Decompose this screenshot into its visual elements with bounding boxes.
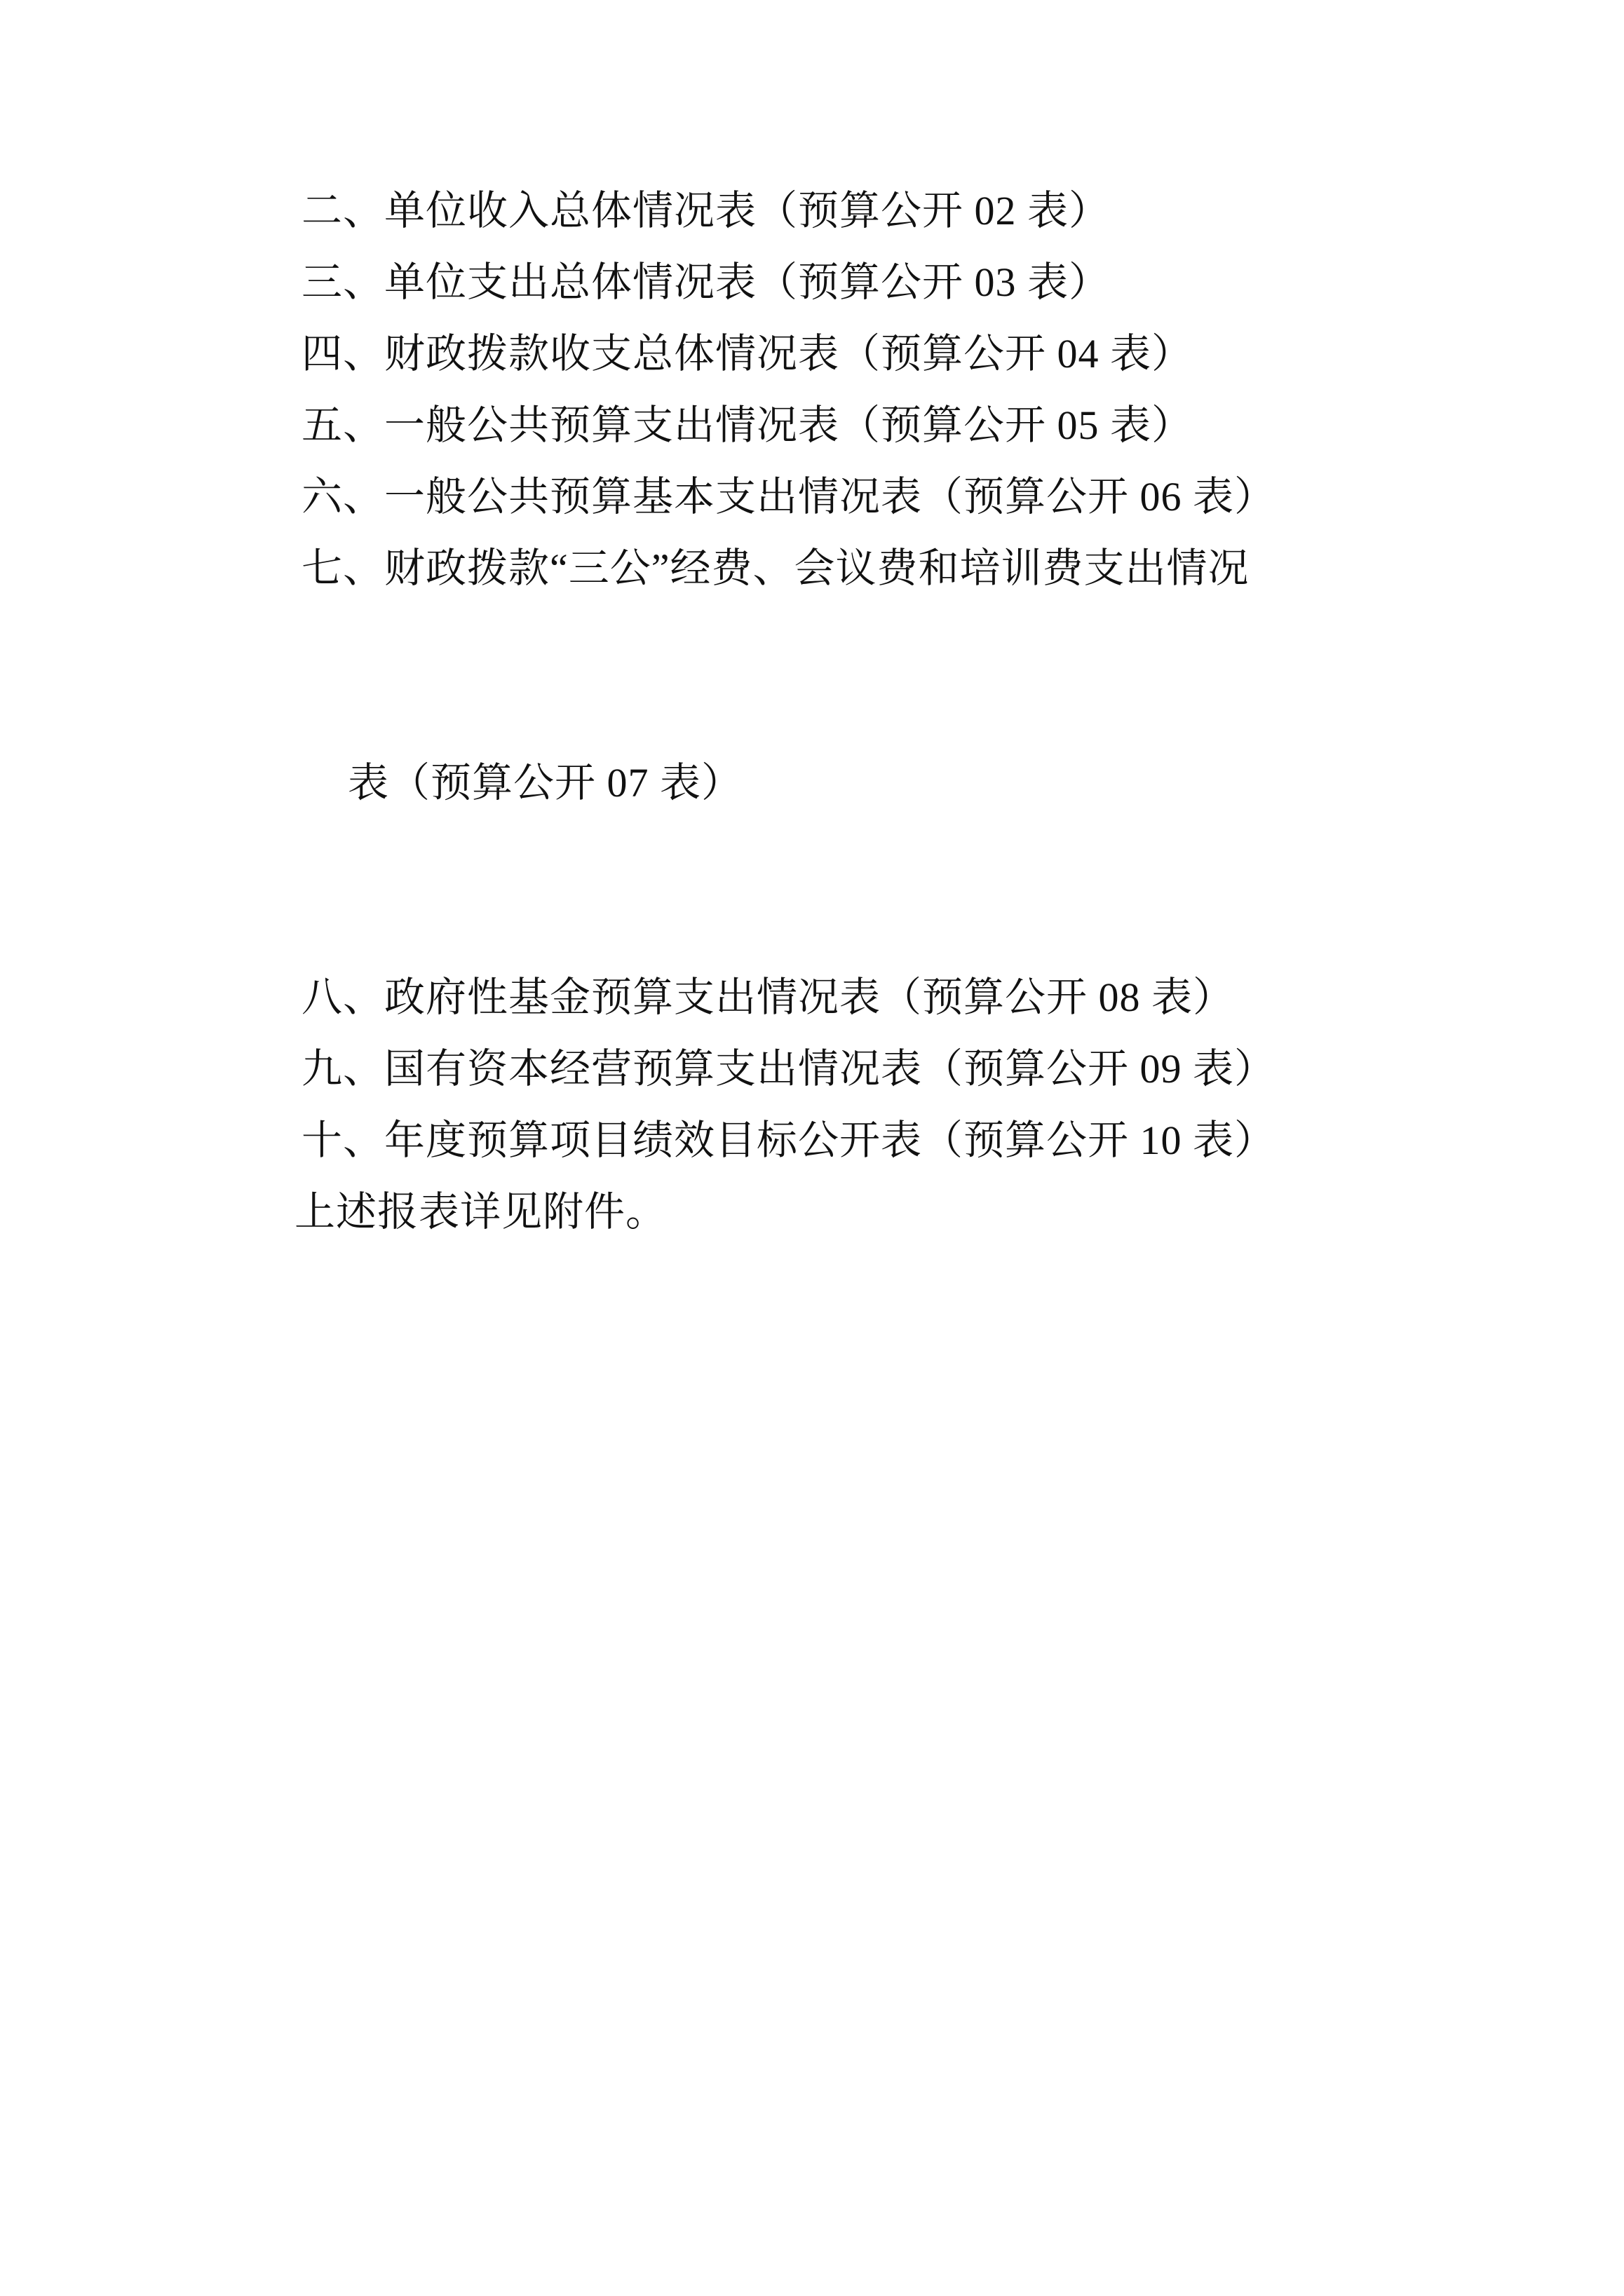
list-item-7-continuation-text: 表（预算公开 07 表） [348,760,743,806]
list-item-6: 六、一般公共预算基本支出情况表（预算公开 06 表） [302,474,1276,519]
document-body [295,175,1388,1248]
list-item-7-continuation [295,604,1388,962]
list-item-5: 五、一般公共预算支出情况表（预算公开 05 表） [302,402,1193,448]
list-item-2: 二、单位收入总体情况表（预算公开 02 表） [302,188,1111,233]
list-item-8: 八、政府性基金预算支出情况表（预算公开 08 表） [302,974,1235,1020]
list-item-9: 九、国有资本经营预算支出情况表（预算公开 09 表） [302,1046,1276,1092]
list-item-4: 四、财政拨款收支总体情况表（预算公开 04 表） [302,331,1193,376]
closing-paragraph: 上述报表详见附件。 [295,1189,668,1235]
list-item-7: 七、财政拨款“三公”经费、会议费和培训费支出情况 [302,545,1250,591]
list-item-10: 十、年度预算项目绩效目标公开表（预算公开 10 表） [302,1118,1276,1163]
list-item-3: 三、单位支出总体情况表（预算公开 03 表） [302,259,1111,305]
